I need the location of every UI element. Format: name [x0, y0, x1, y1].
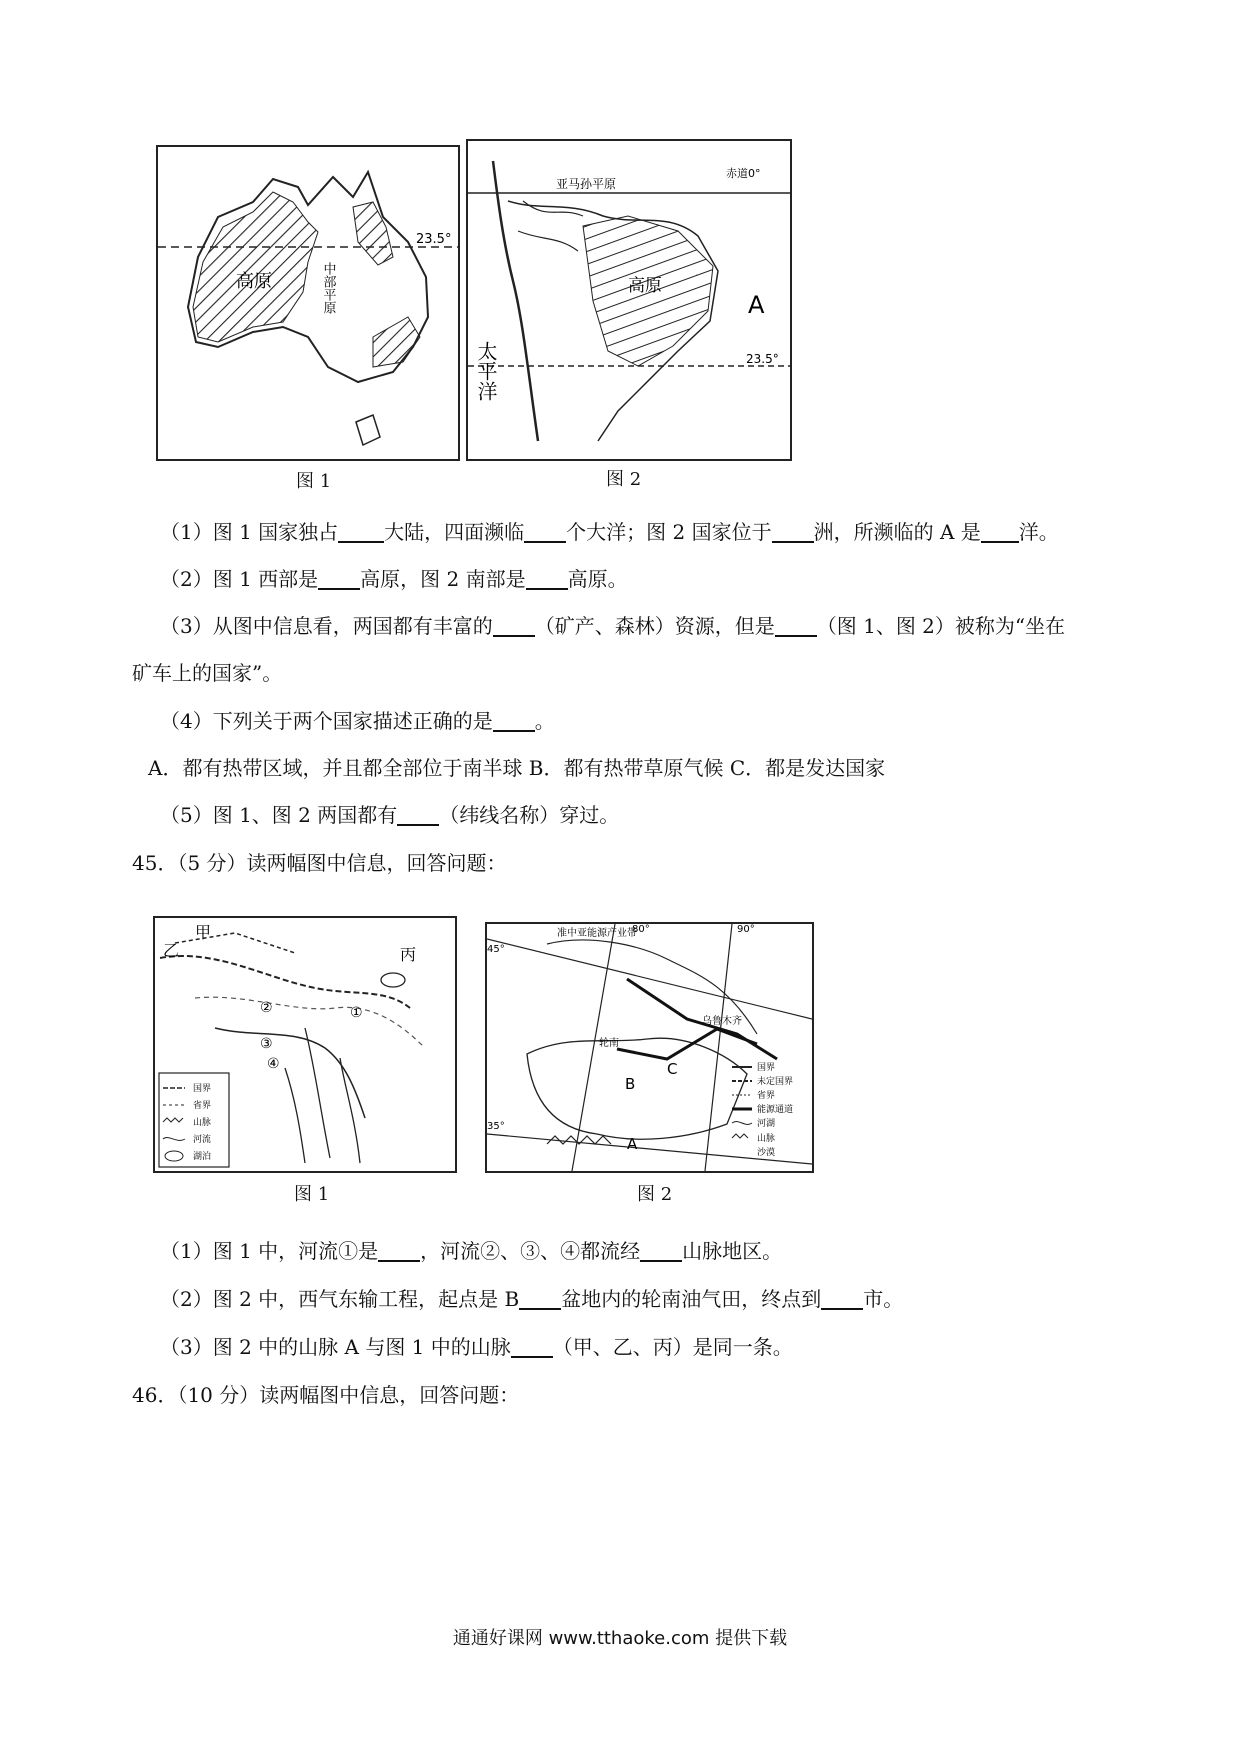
q44-fig2-map	[466, 139, 792, 461]
lat-label: 23.5°	[416, 232, 452, 247]
river-2-label: ②	[260, 1000, 273, 1016]
answer-blank[interactable]	[772, 519, 814, 543]
q46-title: 46．（10 分）读两幅图中信息，回答问题：	[132, 1383, 520, 1407]
amazon-plain-label: 亚马孙平原	[556, 177, 617, 191]
q44-item-3-cont: 矿车上的国家”。	[132, 661, 283, 685]
q45-fig2-map	[485, 922, 814, 1173]
legend-item: 沙漠	[757, 1148, 776, 1158]
river-4-label: ④	[267, 1056, 280, 1072]
q44-item-4: （4）下列关于两个国家描述正确的是 。	[160, 709, 555, 733]
legend-item: 山脉	[193, 1118, 212, 1128]
answer-blank[interactable]	[493, 708, 535, 732]
q45-fig1-svg	[155, 918, 455, 1171]
lat45-label: 45°	[487, 944, 505, 955]
q44-fig2-caption: 图 2	[606, 469, 642, 490]
tasmania	[356, 415, 380, 445]
plateau-label: 高原	[236, 271, 272, 292]
lat-label-2: 23.5°	[746, 352, 779, 366]
legend-item: 山脉	[757, 1134, 776, 1144]
q45-fig2-caption: 图 2	[637, 1184, 673, 1205]
jia-label: 甲	[195, 923, 212, 942]
brazil-plateau-label: 高原	[628, 276, 662, 296]
q44-fig1-svg	[158, 147, 458, 459]
river-1-label: ①	[350, 1005, 363, 1021]
ocean-a-label: A	[748, 291, 765, 319]
central-plain-label: 中部平原	[320, 262, 336, 314]
yi-label: 乙	[163, 941, 180, 960]
q44-options: A．都有热带区域，并且都全部位于南半球 B．都有热带草原气候 C．都是发达国家	[148, 756, 886, 780]
answer-blank[interactable]	[338, 519, 384, 543]
lon90-label: 90°	[737, 924, 755, 935]
q45-item-1: （1）图 1 中，河流①是 ，河流②、③、④都流经 山脉地区。	[160, 1239, 783, 1263]
answer-blank[interactable]	[519, 1286, 561, 1310]
legend-item: 湖泊	[193, 1152, 212, 1162]
answer-blank[interactable]	[821, 1286, 863, 1310]
q44-item-5: （5）图 1、图 2 两国都有 （纬线名称）穿过。	[160, 803, 620, 827]
legend-item: 河湖	[757, 1119, 776, 1129]
answer-blank[interactable]	[981, 519, 1019, 543]
energy-belt-label: 准中亚能源产业带	[557, 928, 637, 939]
q45-item-3: （3）图 2 中的山脉 A 与图 1 中的山脉 （甲、乙、丙）是同一条。	[160, 1335, 793, 1359]
answer-blank[interactable]	[524, 519, 566, 543]
answer-blank[interactable]	[397, 802, 439, 826]
q45-fig2-svg	[487, 924, 812, 1171]
footer-text: 通通好课网 www.tthaoke.com 提供下载	[452, 1628, 788, 1649]
answer-blank[interactable]	[318, 566, 360, 590]
answer-blank[interactable]	[775, 613, 817, 637]
q44-item-1: （1）图 1 国家独占 大陆，四面濒临 个大洋；图 2 国家位于 洲，所濒临的 A 是 洋。	[160, 520, 1059, 544]
lat35-label: 35°	[487, 1121, 505, 1132]
pacific-label: 太平洋	[474, 341, 498, 401]
legend-item: 省界	[757, 1091, 776, 1101]
q44-fig2-svg	[468, 141, 790, 459]
answer-blank[interactable]	[640, 1238, 682, 1262]
answer-blank[interactable]	[511, 1334, 553, 1358]
c-label: C	[667, 1060, 678, 1078]
lunnan-label: 轮南	[599, 1038, 619, 1049]
q44-item-2: （2）图 1 西部是 高原，图 2 南部是 高原。	[160, 567, 628, 591]
lon80-label: 80°	[632, 924, 650, 935]
urumqi-label: 乌鲁木齐	[702, 1016, 742, 1027]
q45-fig1-caption: 图 1	[294, 1184, 330, 1205]
q45-title: 45．（5 分）读两幅图中信息，回答问题：	[132, 851, 507, 875]
q45-item-2: （2）图 2 中，西气东输工程，起点是 B 盆地内的轮南油气田，终点到 市。	[160, 1287, 904, 1311]
equator-label: 赤道0°	[726, 167, 761, 180]
legend-item: 省界	[193, 1101, 212, 1111]
q45-fig1-map	[153, 916, 457, 1173]
legend-item: 未定国界	[757, 1077, 794, 1087]
answer-blank[interactable]	[526, 566, 568, 590]
legend-item: 能源通道	[757, 1105, 794, 1115]
mountain-a-label: A	[627, 1135, 638, 1153]
q44-item-3: （3）从图中信息看，两国都有丰富的 （矿产、森林）资源，但是 （图 1、图 2）被称为“坐在	[160, 614, 1066, 638]
legend-item: 河流	[193, 1135, 212, 1145]
bing-label: 丙	[400, 945, 417, 964]
river-3-label: ③	[260, 1036, 273, 1052]
legend-item: 国界	[757, 1063, 776, 1073]
basin-b-label: B	[625, 1075, 636, 1093]
q44-fig1-caption: 图 1	[296, 471, 332, 492]
answer-blank[interactable]	[378, 1238, 420, 1262]
legend-item: 国界	[193, 1084, 212, 1094]
answer-blank[interactable]	[493, 613, 535, 637]
q44-fig1-map	[156, 145, 460, 461]
